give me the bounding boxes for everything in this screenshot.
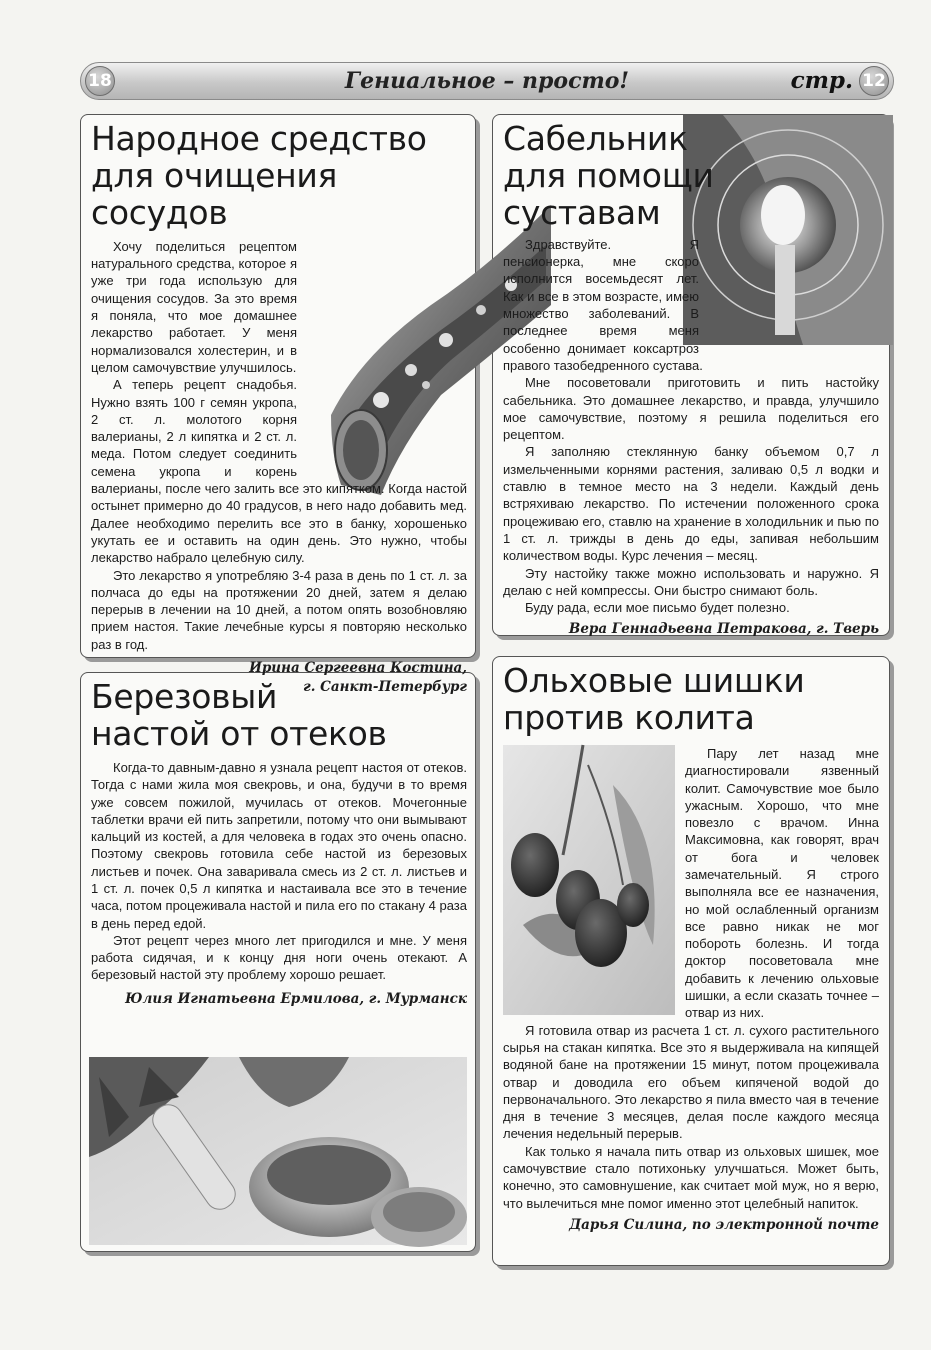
page-number-right: 12 [859,66,889,96]
article-title-line: для помощи [503,155,714,195]
article-body [91,238,467,653]
article-title-line: настой от отеков [91,713,387,753]
article-alder-cones [492,656,890,1266]
paragraph: Мне посоветовали приготовить и пить настойку сабельника. Это домашнее лекарство, и правда, улучшило мое самочувствие, поэтому я решила поделиться его рецептом. [503,375,879,443]
section-title: Гениальное – просто! [344,68,630,94]
paragraph: Эту настойку также можно использовать и наружно. Я делаю с ней компрессы. Они быстро снимают боль. [503,565,879,598]
article-cinquefoil-joints [492,114,890,636]
author-signature [503,1216,879,1235]
mortar-herbs-image [89,1057,467,1245]
article-title-line: Сабельник [503,119,688,158]
page-label: стр. [790,67,853,94]
paragraph: А теперь рецепт снадобья. Нужно взять 100 г семян укропа, 2 ст. л. молотого корня валерианы, 2 л кипятка и 2 ст. л. меда. Потом следует соединить семена укропа и корень валерианы, после чего залить все это кипятком. Когда настой остынет примерно до 40 градусов, в него надо добавить мед. Далее необходимо перелить все это в банку, хорошенько укутать ее и оставить на один день. Это нужно, чтобы лекарство набрало целебную силу. [91,377,467,566]
article-vessel-cleansing [80,114,476,695]
article-title-line: суставам [503,192,661,232]
author-name: Вера Геннадьевна Петракова, г. Тверь [568,621,879,638]
article-birch-infusion [80,672,476,1252]
alder-cones-image [503,745,675,1015]
paragraph: Пару лет назад мне диагностировали язвенный колит. Самочувствие мое было ужасным. Хорошо, что мне повезло с врачом. Инна Максимовна, как говорят, врач от бога и человек замечательный. Я строго выполняла все ее назначения, но мой ослабленный организм все равно никак не мог побороть болезнь. И тогда доктор посоветовала мне добавить к лечению ольховые шишки, а если сказать точнее – отвар из них. [685,745,879,1021]
author-signature [503,620,879,639]
paragraph: Я заполняю стеклянную банку объемом 0,7 л измельченными корнями растения, заливаю 0,5 л водки и ставлю в темное место на 3 недели. Каждый день встряхиваю лекарство. По истечении положенного срока процеживаю его, ставлю на хранение в холодильник и пью по 1 ст. л. трижды в день до еды, запивая небольшим количеством воды. Курс лечения – месяц. [503,444,879,564]
article-body [91,759,467,984]
article-title-line: Ольховые шишки [503,661,805,700]
paragraph: Здравствуйте. Я пенсионерка, мне скоро исполнится восемьдесят лет. Как и все в этом возрасте, имею множество заболеваний. В последнее время меня особенно донимает коксартроз правого тазобедренного сустава. [503,236,703,373]
page-number-left: 18 [85,66,115,96]
author-name: Юлия Игнатьевна Ермилова, г. Мурманск [125,990,467,1007]
paragraph: Я готовила отвар из расчета 1 ст. л. сухого растительного сырья на стакан кипятка. Все это я выдерживала на кипящей водяной бане на протяжении 15 минут, потом процеживала отвар и доводила его объем кипяченой водой до первоначального. Это лекарство я пила вместо чая в течение дня в течение 3 месяцев, делая после каждого месяца лечения недельный перерыв. [503,1022,879,1142]
article-body [503,236,879,617]
paragraph: Когда-то давным-давно я узнала рецепт настоя от отеков. Тогда с нами жила моя свекровь, и она, будучи в то время уже совсем пожилой, мучилась от отеков. Мочегонные таблетки врачи ей пить запретили, потому что они вымывают кальций из костей, а для человека в годах это очень опасно. Поэтому свекровь готовила себе настой из березовых листьев и почек. Она заваривала смесь из 2 ст. л. листьев и 1 ст. л. почек 0,5 л кипятка и настаивала все это в течение часа, потом процеживала настой и пила его по стакану 4 раза в день перед едой. [91,759,467,931]
image-wrap-spacer [297,238,467,470]
author-name: Дарья Силина, по электронной почте [569,1216,879,1233]
image-wrap-spacer [699,236,879,340]
article-title-line: для очищения сосудов [91,155,338,232]
article-body [503,745,879,1212]
author-city: г. Санкт-Петербург [303,678,467,695]
page-header [80,62,894,100]
article-title-line: Народное средство [91,119,427,158]
article-title-line: Березовый [91,677,278,716]
article-title-line: против колита [503,697,755,737]
paragraph: Буду рада, если мое письмо будет полезно. [525,600,790,616]
author-name: Ирина Сергеевна Костина, [249,659,467,676]
paragraph: Этот рецепт через много лет пригодился и мне. У меня работа сидячая, и к концу дня ноги очень отекают. А березовый настой эту проблему хорошо решает. [91,932,467,983]
paragraph: Хочу поделиться рецептом натурального средства, которое я уже три года использую для очищения сосудов. За это время я поняла, что мое домашнее лекарство работает. У меня нормализовался холестерин, и в целом самочувствие улучшилось. [91,238,297,375]
paragraph: Как только я начала пить отвар из ольховых шишек, мое самочувствие стало потихоньку улучшаться. Может быть, конечно, это самовнушение, как считает мой муж, но я верю, что вылечиться мне помог именно этот целебный напиток. [503,1143,879,1211]
author-signature [91,990,467,1009]
paragraph: Это лекарство я употребляю 3-4 раза в день по 1 ст. л. за полчаса до еды на протяжении 20 дней, затем я делаю перерыв в лечении на 10 дней, а потом опять возобновляю прием настоя. Такие лечебные курсы я повторяю несколько раз в год. [91,567,467,652]
